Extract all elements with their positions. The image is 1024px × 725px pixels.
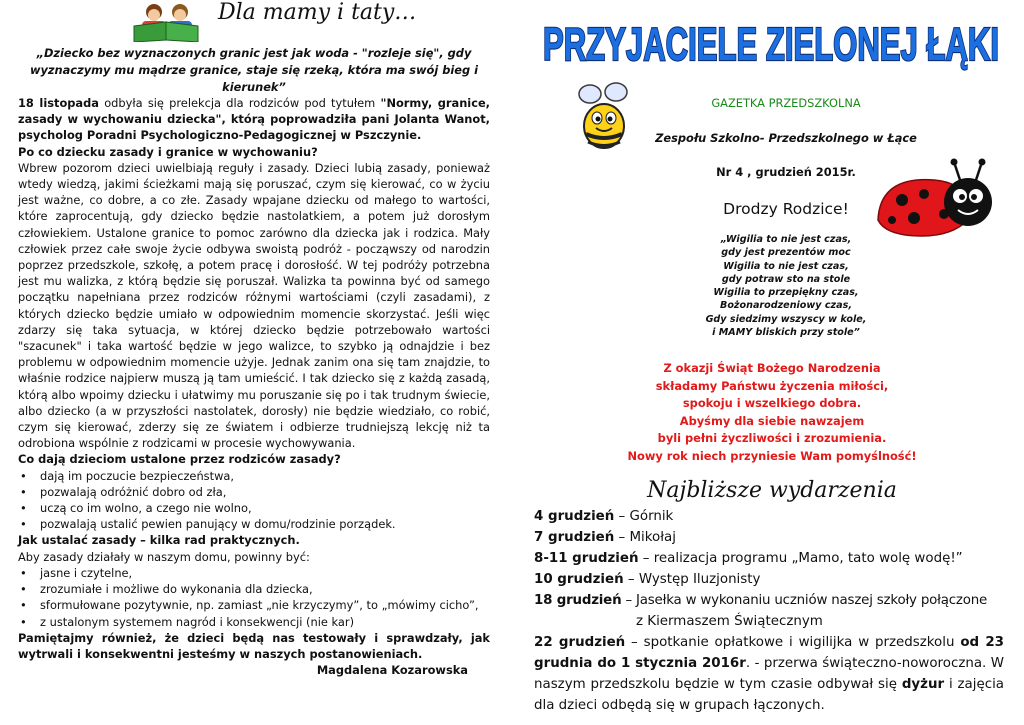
intro-text: odbyła się prelekcja dla rodziców pod tytułem <box>98 96 381 110</box>
page-heading: Dla mamy i taty… <box>218 0 417 25</box>
event-text: – spotkanie opłatkowe i wigilijka w przedszkolu <box>625 635 955 650</box>
list-item: • z ustalonym systemem nagród i konsekwencji (nie kar) <box>18 614 490 630</box>
list-item: • dają im poczucie bezpieczeństwa, <box>18 468 490 484</box>
main-paragraph: Wbrew pozorom dzieci uwielbiają reguły i zasady. Dzieci lubią zasady, ponieważ wtedy wiedzą, jakimi ścieżkami mają się poruszać, czym się kierować, co w życiu jest ważne, co dobre, a co złe. Zasady wpajane dziecku od małego to wartości, które zaprocentują, gdy dziecko będzie nastolatkiem, a potem już dorosłym człowiekiem. Ustalone granice to pomoc zarówno dla dziecka jak i rodzica. Mały człowiek przez całe swoje życie odbywa swoistą podróż - począwszy od narodzin poprzez przedszkole, szkołę, a potem pracę i dorosłość. W tej podróży potrzebna jest mu walizka, z którą będzie się poruszał. Walizka ta powinna być od samego początku napełniana przez rodziców różnymi wartościami (czyli zasadami), z których dziecko będzie umiało w odpowiednim momencie skorzystać. Jeśli więc zdarzy się taka sytuacja, w której dziecko będzie potrzebowało wartości "szacunek" i taka wartość będzie w jego walizce, to szybko ją odnajdzie i bez problemu w odpowiednim momencie użyje. Jednak zanim ona się tam znajdzie, to właśnie rodzice najpierw muszą ją tam umieścić. I tak dziecko się z każdą zasadą, którą albo wpoimy dziecku i ułatwimy mu poruszanie się po i tak trudnym świecie, albo dziecko (a w przyszłości nastolatek, dorosły) nie będzie wiedziało, co robić, czym się kierować, zderzy się ze światem i odbierze trudniejszą lekcję niż ta odrobiona wspólnie z rodzicami w procesie wychowywania. <box>18 160 490 451</box>
intro-lecture-title: "Normy, granice, zasady w wychowaniu dziecka", którą poprowadziła pani Jolanta Wanot, psycholog Poradni Psychologiczno-Pedagogicznej w Pszczynie. <box>18 96 491 143</box>
poem-line: Wigilia to przepiękny czas, <box>713 287 859 299</box>
event-text: – Występ Iluzjonisty <box>623 572 761 587</box>
opening-quote: „Dziecko bez wyznaczonych granic jest jak woda - "rozleje się", gdy wyznaczymy mu mądrze granice, staje się rzeką, która ma swój bieg i kierunek” <box>29 46 479 94</box>
wish-line: Nowy rok niech przyniesie Wam pomyślność! <box>627 448 917 463</box>
list-item: • sformułowane pozytywnie, np. zamiast „nie krzyczymy”, to „mówimy cicho”, <box>18 597 490 613</box>
event-date: 10 grudzień <box>534 572 624 587</box>
poem-line: gdy potraw sto na stole <box>721 273 851 285</box>
events-list <box>534 506 1004 716</box>
event-date: 18 grudzień <box>534 593 622 608</box>
intro-paragraph <box>18 95 490 144</box>
list-item: • jasne i czytelne, <box>18 565 490 581</box>
event-item <box>534 632 1004 716</box>
masthead-title <box>532 8 1010 78</box>
gazetka-label: GAZETKA PRZEDSZKOLNA <box>711 96 861 110</box>
poem-line: gdy jest prezentów moc <box>721 247 851 259</box>
rules-intro: Aby zasady działały w naszym domu, powinny być: <box>18 549 310 564</box>
list-item: • uczą co im wolno, a czego nie wolno, <box>18 500 490 516</box>
school-name: Zespołu Szkolno- Przedszkolnego w Łące <box>655 131 917 145</box>
rules-list <box>18 565 490 630</box>
poem-line: i MAMY bliskich przy stole” <box>712 327 860 339</box>
christmas-poem <box>636 233 936 339</box>
wish-line: Z okazji Świąt Bożego Narodzenia <box>663 361 881 375</box>
article-body <box>18 95 490 678</box>
issue-number: Nr 4 , grudzień 2015r. <box>716 165 856 179</box>
event-duty: dyżur <box>901 677 945 692</box>
masthead-text: PRZYJACIELE ZIELONEJ ŁĄKI <box>543 18 999 70</box>
event-date: 8-11 grudzień <box>534 551 639 566</box>
poem-line: Bożonarodzeniowy czas, <box>720 300 852 312</box>
wish-line: Abyśmy dla siebie nawzajem <box>679 413 865 428</box>
question-what-rules-give: Co dają dzieciom ustalone przez rodziców zasady? <box>18 452 341 467</box>
poem-line: „Wigilia to nie jest czas, <box>720 234 852 245</box>
wish-line: byli pełni życzliwości i zrozumienia. <box>657 431 887 445</box>
event-text: – Jasełka w wykonaniu uczniów naszej szkoły połączone <box>621 593 988 608</box>
greeting-heading: Drodzy Rodzice! <box>723 200 849 218</box>
wish-line: składamy Państwu życzenia miłości, <box>655 378 889 393</box>
question-why-rules: Po co dziecku zasady i granice w wychowaniu? <box>18 144 318 159</box>
intro-date: 18 listopada <box>18 96 99 110</box>
closing-paragraph: Pamiętajmy również, że dzieci będą nas testowały i sprawdzały, jak wytrwali i konsekwentni jesteśmy w naszych postanowieniach. <box>18 630 490 661</box>
event-date: 4 grudzień <box>534 509 615 524</box>
holiday-wishes <box>572 360 972 465</box>
event-date-range: od 23 grudnia do 1 stycznia 2016r <box>534 635 1004 671</box>
event-item <box>534 569 1004 590</box>
benefits-list <box>18 468 490 533</box>
list-item: • pozwalają odróżnić dobro od zła, <box>18 484 490 500</box>
author-name: Magdalena Kozarowska <box>316 663 468 678</box>
event-text: – Mikołaj <box>614 530 676 545</box>
event-item <box>534 506 1004 527</box>
event-item <box>534 590 1004 611</box>
event-text: i zajęcia dla dzieci odbędą się w grupach łączonych. <box>534 677 1004 713</box>
event-text: . - przerwa świąteczno-noworoczna. W naszym przedszkolu będzie w tym czasie odbywał się <box>534 656 1004 692</box>
wish-line: spokoju i wszelkiego dobra. <box>682 396 862 410</box>
event-item <box>534 527 1004 548</box>
poem-line: Gdy siedzimy wszyscy w kole, <box>705 313 867 325</box>
practical-tips-heading: Jak ustalać zasady – kilka rad praktycznych. <box>18 533 300 548</box>
events-heading: Najbliższe wydarzenia <box>647 478 897 503</box>
event-date: 22 grudzień <box>534 635 626 650</box>
event-continuation: z Kiermaszem Świątecznym <box>636 614 823 629</box>
event-text: – Górnik <box>614 509 674 524</box>
event-item <box>534 548 1004 569</box>
list-item: • zrozumiałe i możliwe do wykonania dla dziecka, <box>18 581 490 597</box>
reading-children-icon <box>128 2 204 42</box>
list-item: • pozwalają ustalić pewien panujący w domu/rodzinie porządek. <box>18 516 490 532</box>
poem-line: Wigilia to nie jest czas, <box>723 260 849 272</box>
event-text: – realizacja programu „Mamo, tato wolę wodę!” <box>638 551 963 566</box>
event-date: 7 grudzień <box>534 530 615 545</box>
